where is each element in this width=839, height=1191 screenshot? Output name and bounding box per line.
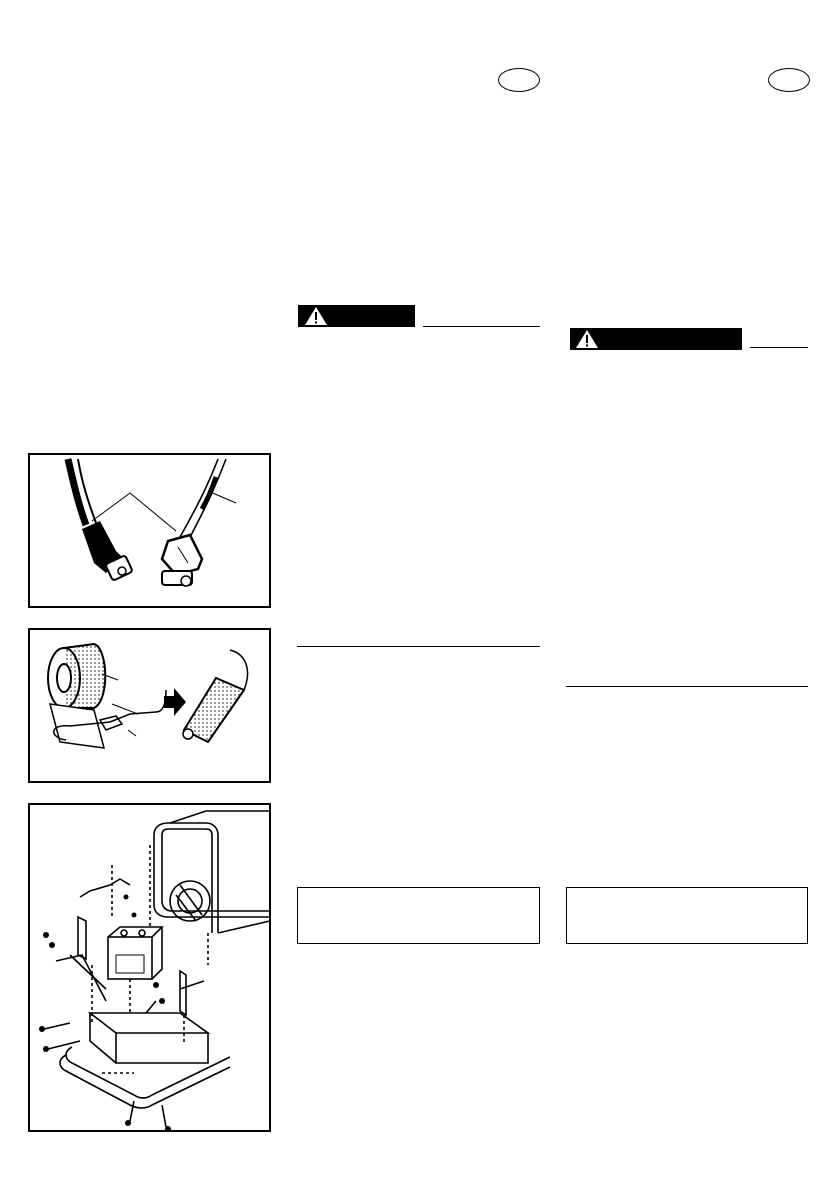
- warning-triangle-icon: [304, 306, 328, 326]
- warning-badge-right: [570, 328, 742, 350]
- warning-end-rule-right: [566, 686, 808, 687]
- warning-end-rule-center: [297, 646, 540, 647]
- warning-triangle-icon: [575, 329, 599, 349]
- figure-battery-installation: [28, 803, 271, 1132]
- right-arrow-icon: [164, 688, 186, 716]
- language-badge-center-icon: [498, 68, 540, 92]
- language-badge-right-icon: [768, 68, 810, 92]
- warning-badge-center: [298, 305, 415, 327]
- note-box-center: [297, 887, 540, 944]
- warning-rule-center: [423, 326, 540, 327]
- note-box-right: [566, 887, 808, 944]
- tape-illustration: [30, 630, 269, 781]
- warning-rule-right: [750, 347, 808, 348]
- figure-tape-connector: [28, 628, 271, 783]
- battery-cable-illustration: [30, 455, 269, 606]
- battery-installation-illustration: [30, 805, 269, 1130]
- figure-battery-cables: [28, 453, 271, 608]
